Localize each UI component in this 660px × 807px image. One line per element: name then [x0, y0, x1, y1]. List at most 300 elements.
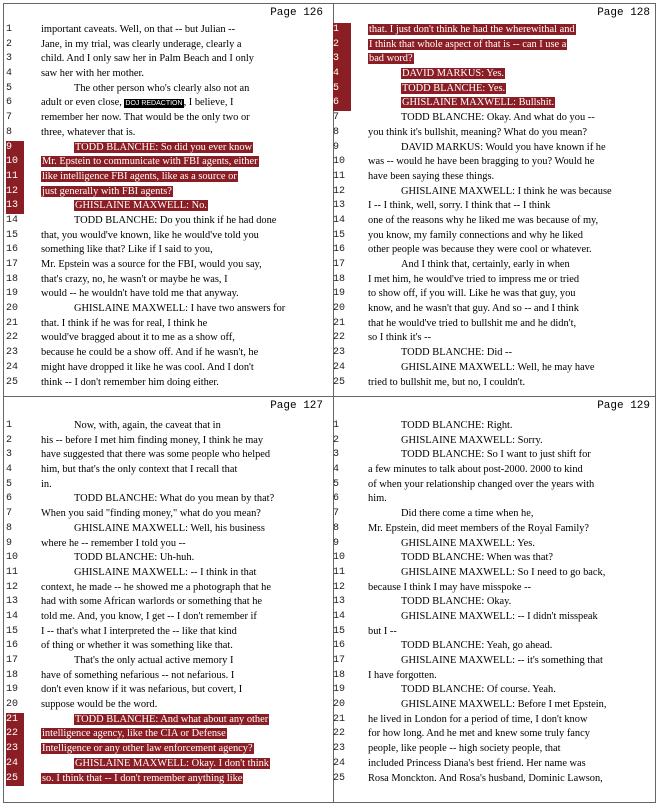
transcript-line: [4, 111, 331, 126]
transcript-line: [4, 669, 331, 684]
transcript-line: [331, 170, 658, 185]
line-text: [368, 376, 525, 391]
transcript-line: [4, 361, 331, 376]
line-number: 4: [6, 464, 13, 476]
text: of thing or whether it was something like that.: [41, 640, 233, 652]
text: GHISLAINE MAXWELL: I think he was because: [401, 185, 612, 197]
line-text: [41, 595, 262, 610]
highlighted-text: Mr. Epstein to communicate with FBI agents, either: [42, 156, 258, 168]
transcript-line: [4, 698, 331, 713]
transcript-line: [331, 654, 658, 669]
line-number: 9: [333, 537, 340, 549]
highlighted-text: GHISLAINE MAXWELL: Bullshit.: [402, 97, 555, 109]
text: Mr. Epstein was a source for the FBI, would you say,: [41, 259, 262, 270]
line-text: [41, 126, 135, 141]
line-number: 15: [6, 229, 19, 241]
line-number: 7: [6, 508, 13, 520]
transcript-line: [4, 639, 331, 654]
text: so I think it's --: [368, 332, 432, 344]
transcript-line: [331, 273, 658, 288]
text: that, you would've known, like he would've told you: [41, 229, 259, 241]
line-number: 10: [333, 156, 346, 168]
transcript-line: [331, 67, 658, 82]
text: he lived in London for a period of time, I don't know: [368, 713, 588, 725]
line-text: [401, 683, 556, 698]
line-text: [401, 361, 594, 376]
transcript-line: [4, 82, 331, 97]
line-text: [41, 683, 242, 698]
page-number: Page 126: [270, 7, 323, 19]
line-text: [368, 581, 531, 596]
transcript-line: [4, 346, 331, 361]
line-number: 15: [333, 229, 346, 241]
transcript-line: [331, 317, 658, 332]
line-number: 25: [6, 376, 19, 388]
transcript-line: [331, 625, 658, 640]
page-panel: [4, 397, 331, 787]
line-text: [41, 331, 235, 346]
transcript-lines: [4, 23, 331, 390]
line-text: [368, 229, 583, 244]
text: you know, my family connections and why he liked: [368, 229, 583, 241]
transcript-line: [331, 698, 658, 713]
transcript-line: [4, 273, 331, 288]
line-text: [41, 434, 263, 449]
line-text: [41, 448, 270, 463]
transcript-line: [4, 713, 331, 728]
text: Did there come a time when he,: [401, 508, 534, 520]
line-text: [41, 669, 234, 684]
text: GHISLAINE MAXWELL: Well, his business: [74, 522, 265, 534]
text: GHISLAINE MAXWELL: So I need to go back,: [401, 566, 606, 578]
page-number: Page 127: [270, 400, 323, 412]
text: , I believe, I: [183, 97, 234, 109]
text: to show off, if you will. Like he was that guy, you: [368, 288, 576, 300]
line-number: 16: [6, 244, 19, 256]
transcript-line: [331, 683, 658, 698]
line-text: [401, 258, 570, 273]
line-number: 17: [333, 655, 346, 666]
text: TODD BLANCHE: So I want to just shift for: [401, 449, 591, 461]
transcript-line: [4, 376, 331, 391]
line-number: 20: [333, 303, 346, 315]
text: for how long. And he met and knew some truly fancy: [368, 728, 590, 740]
text: TODD BLANCHE: Of course. Yeah.: [401, 684, 556, 696]
text: Jane, in my trial, was clearly underage, clearly a: [41, 38, 242, 50]
line-text: [41, 111, 250, 126]
text: Now, with, again, the caveat that in: [74, 420, 221, 431]
line-text: [368, 243, 592, 258]
transcript-lines: [331, 419, 658, 786]
line-text: [41, 376, 219, 391]
transcript-line: [4, 522, 331, 537]
line-text: [368, 522, 589, 537]
line-number: 15: [333, 625, 346, 637]
text: him.: [368, 493, 387, 505]
line-number: 1: [6, 24, 13, 35]
transcript-line: [4, 772, 331, 787]
line-text: [41, 317, 207, 332]
line-number: 16: [333, 244, 346, 256]
line-text: [368, 625, 397, 640]
line-text: [74, 492, 274, 507]
text: saw her with her mother.: [41, 68, 145, 80]
transcript-line: [4, 302, 331, 317]
line-number: 22: [333, 728, 346, 740]
text: have of something nefarious -- not nefarious. I: [41, 669, 235, 681]
transcript-line: [4, 727, 331, 742]
line-number: 17: [6, 655, 19, 666]
text: GHISLAINE MAXWELL: -- it's something that: [401, 655, 603, 666]
line-number: 7: [333, 112, 340, 124]
line-number: 7: [6, 112, 13, 124]
transcript-line: [4, 492, 331, 507]
page-panel: [4, 4, 331, 394]
line-text: [368, 492, 387, 507]
line-text: [41, 537, 186, 552]
line-text: [41, 478, 52, 493]
line-number: 17: [333, 259, 346, 270]
line-text: [368, 317, 576, 332]
transcript-line: [331, 566, 658, 581]
transcript-line: [4, 243, 331, 258]
transcript-line: [331, 581, 658, 596]
transcript-line: [4, 331, 331, 346]
text: because he could be a show off. And if he wasn't, he: [41, 347, 259, 359]
line-number: 23: [333, 347, 346, 359]
line-number: 4: [333, 67, 351, 82]
text: don't even know if it was nefarious, but covert, I: [41, 684, 243, 696]
line-text: [74, 302, 285, 317]
line-text: [401, 537, 535, 552]
line-text: [41, 610, 257, 625]
text: TODD BLANCHE: Okay.: [401, 596, 512, 608]
line-number: 23: [6, 347, 19, 359]
line-text: [368, 331, 431, 346]
highlighted-text: GHISLAINE MAXWELL: No.: [75, 200, 207, 212]
line-number: 9: [6, 141, 24, 156]
transcript-line: [331, 96, 658, 111]
text: tried to bullshit me, but no, I couldn't.: [368, 376, 526, 388]
text: Mr. Epstein, did meet members of the Royal Family?: [368, 522, 590, 534]
line-number: 12: [6, 581, 19, 593]
line-number: 20: [333, 699, 346, 711]
text: TODD BLANCHE: Do you think if he had done: [74, 214, 277, 226]
line-text: [74, 757, 270, 772]
line-number: 14: [6, 214, 19, 226]
line-number: 9: [333, 141, 340, 153]
highlighted-text: just generally with FBI agents?: [42, 185, 172, 197]
text: child. And I only saw her in Palm Beach and I only: [41, 53, 254, 65]
transcript-line: [331, 639, 658, 654]
text: but I --: [368, 625, 397, 637]
text: have been saying these things.: [368, 170, 495, 182]
transcript-line: [331, 713, 658, 728]
line-text: [401, 67, 505, 82]
line-number: 12: [333, 581, 346, 593]
line-text: [41, 258, 262, 273]
line-text: [401, 346, 512, 361]
line-number: 18: [6, 669, 19, 681]
transcript-line: [4, 595, 331, 610]
line-text: [74, 82, 249, 97]
line-text: [41, 361, 254, 376]
transcript-line: [4, 654, 331, 669]
transcript-line: [331, 199, 658, 214]
transcript-line: [4, 141, 331, 156]
line-number: 25: [333, 376, 346, 388]
line-text: [74, 419, 221, 434]
line-text: [74, 522, 265, 537]
text: And I think that, certainly, early in when: [401, 259, 570, 270]
transcript-line: [331, 52, 658, 67]
line-number: 21: [333, 317, 346, 329]
text: that. I think if he was for real, I think he: [41, 317, 208, 329]
transcript-line: [4, 463, 331, 478]
line-text: [74, 551, 194, 566]
line-text: [368, 772, 603, 787]
line-text: [41, 727, 227, 742]
line-number: 11: [6, 170, 24, 185]
line-text: [41, 38, 242, 53]
line-number: 2: [333, 38, 351, 53]
highlighted-text: DAVID MARKUS: Yes.: [402, 68, 505, 80]
transcript-line: [4, 742, 331, 757]
transcript-line: [4, 96, 331, 111]
transcript-line: [4, 551, 331, 566]
line-number: 19: [333, 684, 346, 696]
line-number: 1: [6, 420, 13, 431]
line-text: [41, 581, 271, 596]
page-panel: [331, 4, 658, 394]
transcript-line: [4, 537, 331, 552]
line-number: 10: [6, 552, 19, 564]
transcript-line: [4, 478, 331, 493]
line-number: 8: [6, 126, 13, 138]
line-text: [368, 713, 587, 728]
line-text: [74, 654, 233, 669]
line-number: 9: [6, 537, 13, 549]
line-number: 8: [6, 522, 13, 534]
line-number: 2: [333, 434, 340, 446]
text: had with some African warlords or something that he: [41, 596, 263, 608]
transcript-line: [331, 111, 658, 126]
line-text: [368, 23, 576, 38]
line-text: [368, 287, 576, 302]
text: GHISLAINE MAXWELL: Sorry.: [401, 434, 543, 446]
line-text: [41, 287, 239, 302]
line-number: 14: [333, 214, 346, 226]
transcript-line: [4, 214, 331, 229]
line-text: [41, 625, 237, 640]
line-number: 16: [6, 640, 19, 652]
line-text: [74, 566, 256, 581]
transcript-line: [331, 669, 658, 684]
line-number: 1: [333, 23, 351, 38]
transcript-line: [331, 448, 658, 463]
line-number: 1: [333, 420, 340, 431]
transcript-line: [331, 287, 658, 302]
line-number: 13: [6, 199, 24, 214]
line-text: [368, 214, 598, 229]
page-number: Page 129: [597, 400, 650, 412]
transcript-line: [4, 170, 331, 185]
text: important caveats. Well, on that -- but Julian --: [41, 24, 236, 35]
text: of when your relationship changed over the years with: [368, 478, 595, 490]
line-text: [401, 610, 598, 625]
transcript-line: [331, 595, 658, 610]
text: in.: [41, 478, 52, 490]
line-text: [41, 23, 235, 38]
line-number: 18: [333, 273, 346, 285]
text: TODD BLANCHE: Okay. And what do you --: [401, 112, 595, 124]
transcript-line: [4, 23, 331, 38]
line-text: [41, 185, 173, 200]
line-number: 6: [333, 96, 351, 111]
line-text: [368, 199, 550, 214]
line-number: 6: [333, 493, 340, 505]
transcript-line: [4, 126, 331, 141]
transcript-line: [331, 331, 658, 346]
transcript-line: [331, 126, 658, 141]
transcript-line: [4, 610, 331, 625]
line-text: [368, 52, 414, 67]
line-number: 20: [6, 699, 19, 711]
line-number: 14: [6, 610, 19, 622]
text: would -- he wouldn't have told me that anyway.: [41, 288, 239, 300]
transcript-line: [331, 302, 658, 317]
transcript-line: [331, 185, 658, 200]
transcript-line: [4, 317, 331, 332]
line-number: 8: [333, 522, 340, 534]
transcript-line: [331, 551, 658, 566]
line-text: [74, 141, 253, 156]
line-text: [368, 273, 579, 288]
line-number: 4: [333, 464, 340, 476]
text: GHISLAINE MAXWELL: -- I didn't misspeak: [401, 610, 598, 622]
highlighted-text: TODD BLANCHE: And what about any other: [75, 713, 269, 725]
line-text: [401, 141, 606, 156]
text: three, whatever that is.: [41, 126, 136, 138]
text: I have forgotten.: [368, 669, 437, 681]
line-number: 5: [6, 82, 13, 94]
line-number: 19: [333, 288, 346, 300]
line-text: [368, 478, 594, 493]
line-text: [41, 229, 259, 244]
redaction-box: DOJ REDACTION: [125, 100, 183, 108]
line-number: 8: [333, 126, 340, 138]
transcript-line: [331, 742, 658, 757]
text: told me. And, you know, I get -- I don't remember if: [41, 610, 257, 622]
line-number: 24: [6, 757, 24, 772]
transcript-line: [4, 448, 331, 463]
transcript-line: [4, 757, 331, 772]
line-number: 2: [6, 434, 13, 446]
line-number: 5: [6, 478, 13, 490]
line-text: [401, 566, 605, 581]
text: TODD BLANCHE: What do you mean by that?: [74, 493, 275, 505]
line-number: 21: [6, 317, 19, 329]
transcript-line: [4, 507, 331, 522]
line-number: 13: [333, 200, 346, 212]
line-number: 24: [333, 361, 346, 373]
highlighted-text: TODD BLANCHE: So did you ever know: [75, 141, 253, 153]
line-number: 12: [6, 185, 24, 200]
line-number: 21: [333, 713, 346, 725]
transcript-line: [4, 419, 331, 434]
transcript-lines: [331, 23, 658, 390]
line-number: 5: [333, 478, 340, 490]
transcript-line: [331, 522, 658, 537]
highlighted-text: TODD BLANCHE: Yes.: [402, 82, 506, 94]
page-number: Page 128: [597, 7, 650, 19]
text: where he -- remember I told you --: [41, 537, 186, 549]
line-number: 12: [333, 185, 346, 197]
line-number: 19: [6, 684, 19, 696]
line-number: 11: [6, 566, 19, 578]
transcript-line: [331, 243, 658, 258]
transcript-line: [4, 683, 331, 698]
transcript-line: [331, 757, 658, 772]
text: his -- before I met him finding money, I think he may: [41, 434, 264, 446]
text: The other person who's clearly also not an: [74, 82, 250, 94]
line-text: [368, 727, 590, 742]
line-number: 24: [6, 361, 19, 373]
line-number: 14: [333, 610, 346, 622]
transcript-line: [331, 463, 658, 478]
line-number: 11: [333, 566, 346, 578]
line-text: [368, 38, 567, 53]
page-panel: [331, 397, 658, 787]
line-text: [41, 698, 157, 713]
text: remember her now. That would be the only two or: [41, 112, 250, 124]
line-number: 10: [6, 155, 24, 170]
text: know, and he wasn't that guy. And so -- and I think: [368, 303, 579, 315]
line-text: [368, 155, 594, 170]
line-number: 6: [6, 493, 13, 505]
line-number: 16: [333, 640, 346, 652]
line-number: 13: [6, 596, 19, 608]
transcript-line: [331, 727, 658, 742]
transcript-line: [4, 581, 331, 596]
highlighted-text: that. I just don't think he had the wherewithal and: [369, 24, 575, 35]
line-text: [41, 155, 259, 170]
transcript-line: [4, 625, 331, 640]
line-number: 24: [333, 757, 346, 769]
line-text: [401, 82, 506, 97]
transcript-line: [331, 141, 658, 156]
line-number: 15: [6, 625, 19, 637]
line-text: [41, 52, 254, 67]
transcript-line: [331, 434, 658, 449]
text: think -- I don't remember him doing either.: [41, 376, 219, 388]
transcript-line: [331, 361, 658, 376]
line-text: [41, 507, 261, 522]
line-number: 6: [6, 97, 13, 109]
text: TODD BLANCHE: When was that?: [401, 552, 553, 564]
text: people, like people -- high society people, that: [368, 743, 561, 755]
highlighted-text: intelligence agency, like the CIA or Defense: [42, 728, 226, 740]
transcript-line: [331, 537, 658, 552]
line-text: [401, 185, 612, 200]
line-number: 3: [6, 449, 13, 461]
line-number: 3: [333, 52, 351, 67]
line-number: 11: [333, 170, 346, 182]
transcript-line: [4, 258, 331, 273]
line-text: [401, 419, 513, 434]
text: might have dropped it like he was cool. And I don't: [41, 361, 254, 373]
text: included Princess Diana's best friend. Her name was: [368, 757, 586, 769]
